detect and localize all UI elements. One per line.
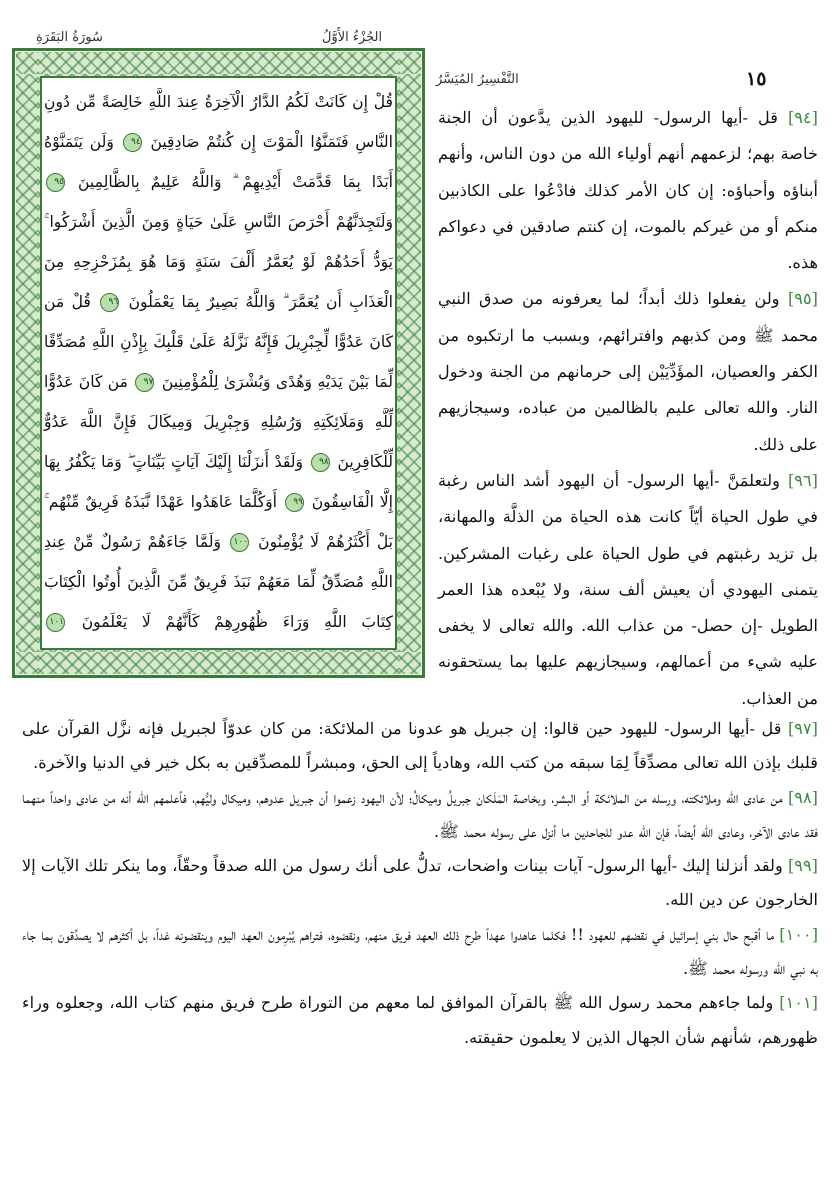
tafsir-title: التَّفْسِيرُ المُيَسَّرُ xyxy=(436,72,519,87)
ayah-101: وَلَمَّا جَاءَهُمْ رَسُولٌ مِّنْ عِندِ اللَّهِ مُصَدِّقٌ لِّمَا مَعَهُمْ نَبَذَ فَرِيقٌ مِّنَ الَّذِينَ أُوتُوا الْكِتَابَ كِتَابَ اللَّهِ وَرَاءَ ظُهُورِهِمْ كَأَنَّهُمْ لَا يَعْلَمُونَ xyxy=(44,533,393,631)
tafsir-paragraph-95 xyxy=(438,281,818,462)
verse-number-96: [٩٦] xyxy=(787,470,818,490)
tafsir-paragraph-94 xyxy=(438,100,818,281)
quran-text-block xyxy=(44,82,393,642)
tafsir-paragraph-98 xyxy=(22,781,818,850)
tafsir-full-column xyxy=(22,712,818,1055)
ayah-97: قُلْ مَن كَانَ عَدُوًّا لِّجِبْرِيلَ فَإِنَّهُ نَزَّلَهُ عَلَىٰ قَلْبِكَ بِإِذْنِ اللَّهِ مُصَدِّقًا لِّمَا بَيْنَ يَدَيْهِ وَهُدًى وَبُشْرَىٰ لِلْمُؤْمِنِينَ xyxy=(44,293,393,391)
verse-number-94: [٩٤] xyxy=(787,108,818,127)
ayah-number-95: ٩٥ xyxy=(46,173,65,192)
surah-name: سُورَةُ البَقَرَةِ xyxy=(36,30,103,45)
tafsir-text-96: ولتعلمَنَّ -أيها الرسول- أن اليهود أشد الناس رغبة في طول الحياة أيّاً كانت هذه الحياة من الذلَّة والمهانة، بل تزيد رغبتهم في طول الحياة على رغبات المشركين. يتمنى اليهودي أن يعيش ألف سنة، ولا يُبْعده هذا العمر الطويل -إن حصل- من عذاب الله. والله تعالى لا يخفى عليه شيء من أعمالهم، وسيجازيهم عليها بما يستحقونه من العذاب. xyxy=(438,470,818,708)
ayah-number-96: ٩٦ xyxy=(100,293,119,312)
tafsir-text-101: ولما جاءهم محمد رسول الله ﷺ بالقرآن الموافق لما معهم من التوراة طرح فريق منهم كتاب الله، وجعلوه وراء ظهورهم، شأنهم شأن الجهال الذين لا يعلمون حقيقته. xyxy=(22,993,818,1047)
ayah-95: وَلَن يَتَمَنَّوْهُ أَبَدًا بِمَا قَدَّمَتْ أَيْدِيهِمْ ۗ وَاللَّهُ عَلِيمٌ بِالظَّالِمِينَ xyxy=(44,133,393,191)
tafsir-paragraph-101 xyxy=(22,986,818,1055)
tafsir-text-99: ولقد أنزلنا إليك -أيها الرسول- آيات بينات واضحات، تدلُّ على أنك رسول من الله صدقاً وحقّاً، وما ينكر تلك الآيات إلا الخارجون عن دين الله. xyxy=(22,856,818,910)
ayah-100: أَوَكُلَّمَا عَاهَدُوا عَهْدًا نَّبَذَهُ فَرِيقٌ مِّنْهُم ۚ بَلْ أَكْثَرُهُمْ لَا يُؤْمِنُونَ xyxy=(44,493,393,551)
ayah-number-94: ٩٤ xyxy=(123,133,142,152)
ayah-94: قُلْ إِن كَانَتْ لَكُمُ الدَّارُ الْآخِرَةُ عِندَ اللَّهِ خَالِصَةً مِّن دُونِ النَّاسِ فَتَمَنَّوُا الْمَوْتَ إِن كُنتُمْ صَادِقِينَ xyxy=(44,93,393,151)
ayah-99: وَلَقَدْ أَنزَلْنَا إِلَيْكَ آيَاتٍ بَيِّنَاتٍ ۖ وَمَا يَكْفُرُ بِهَا إِلَّا الْفَاسِقُونَ xyxy=(44,453,393,511)
tafsir-text-95: ولن يفعلوا ذلك أبداً؛ لما يعرفونه من صدق النبي محمد ﷺ ومن كذبهم وافترائهم، وبسبب ما ارتكبوه من الكفر والعصيان، المؤَدِّيَيْن إلى حرمانهم من الجنة ودخول النار. والله تعالى عليم بالظالمين من عباده، وسيجازيهم على ذلك. xyxy=(438,289,818,454)
ayah-96: وَلَتَجِدَنَّهُمْ أَحْرَصَ النَّاسِ عَلَىٰ حَيَاةٍ وَمِنَ الَّذِينَ أَشْرَكُوا ۚ يَوَدُّ أَحَدُهُمْ لَوْ يُعَمَّرُ أَلْفَ سَنَةٍ وَمَا هُوَ بِمُزَحْزِحِهِ مِنَ الْعَذَابِ أَن يُعَمَّرَ ۗ وَاللَّهُ بَصِيرٌ بِمَا يَعْمَلُونَ xyxy=(44,213,393,311)
verse-number-99: [٩٩] xyxy=(787,856,818,876)
verse-number-101: [١٠١] xyxy=(779,993,818,1013)
tafsir-paragraph-96 xyxy=(438,463,818,717)
verse-number-100: [١٠٠] xyxy=(779,924,819,944)
tafsir-text-94: قل -أيها الرسول- لليهود الذين يدَّعون أن الجنة خاصة بهم؛ لزعمهم أنهم أولياء الله من دون الناس، وأنهم أبناؤه وأحباؤه: إن كان الأمر كذلك فادْعُوا على الكاذبين منكم أو من غيركم بالموت، إن كنتم صادقين في دعواكم هذه. xyxy=(438,108,818,273)
ayah-number-100: ١٠٠ xyxy=(230,533,249,552)
verse-number-98: [٩٨] xyxy=(787,787,818,807)
ayah-number-98: ٩٨ xyxy=(311,453,330,472)
tafsir-paragraph-100 xyxy=(22,918,818,987)
verse-number-97: [٩٧] xyxy=(787,719,818,738)
quran-paragraph xyxy=(44,82,393,642)
ayah-number-99: ٩٩ xyxy=(285,493,304,512)
tafsir-side-column xyxy=(438,100,818,717)
tafsir-paragraph-99 xyxy=(22,849,818,918)
tafsir-paragraph-97 xyxy=(22,712,818,781)
page-number: ١٥ xyxy=(746,68,767,90)
juz-name: الجُزْءُ الأَوَّلُ xyxy=(322,30,383,45)
verse-number-95: [٩٥] xyxy=(787,289,818,309)
ayah-number-97: ٩٧ xyxy=(135,373,154,392)
tafsir-text-97: قل -أيها الرسول- لليهود حين قالوا: إن جبريل هو عدونا من الملائكة: من كان عدوّاً لجبريل فإنه نزَّل القرآن على قلبك بإذن الله تعالى مصدِّقاً لِمَا سبقه من كتب الله، وهادياً إلى الحق، ومبشراً للمصدِّقين به بكل خير في الدنيا والآخرة. xyxy=(22,719,818,773)
tafsir-text-100: ما أقبح حال بني إسرائيل في نقضهم للعهود !! فكلما عاهدوا عهداً طرح ذلك العهد فريق منهم، ونقضوه، فتراهم يُبْرِمون العهد اليوم وينقضونه غداً، بل أكثرهم لا يصدِّقون بما جاء به نبي الله ورسوله محمد ﷺ. xyxy=(22,924,818,979)
ayah-number-101: ١٠١ xyxy=(46,613,65,632)
tafsir-text-98: من عادى الله وملائكته، ورسله من الملائكة أو البشر، وبخاصة المَلَكان جبريلُ وميكالُ؛ لأن اليهود زعموا أن جبريل عدوهم، وميكال وليُّهم، فأعلمهم الله أنه من عادى واحداً منهما فقد عادى الآخر، وعادى الله أيضاً، فإن الله عدو للجاحدين ما أنزل على رسوله محمد ﷺ. xyxy=(22,787,818,841)
ayah-98: مَن كَانَ عَدُوًّا لِّلَّهِ وَمَلَائِكَتِهِ وَرُسُلِهِ وَجِبْرِيلَ وَمِيكَالَ فَإِنَّ اللَّهَ عَدُوٌّ لِّلْكَافِرِينَ xyxy=(44,373,393,471)
